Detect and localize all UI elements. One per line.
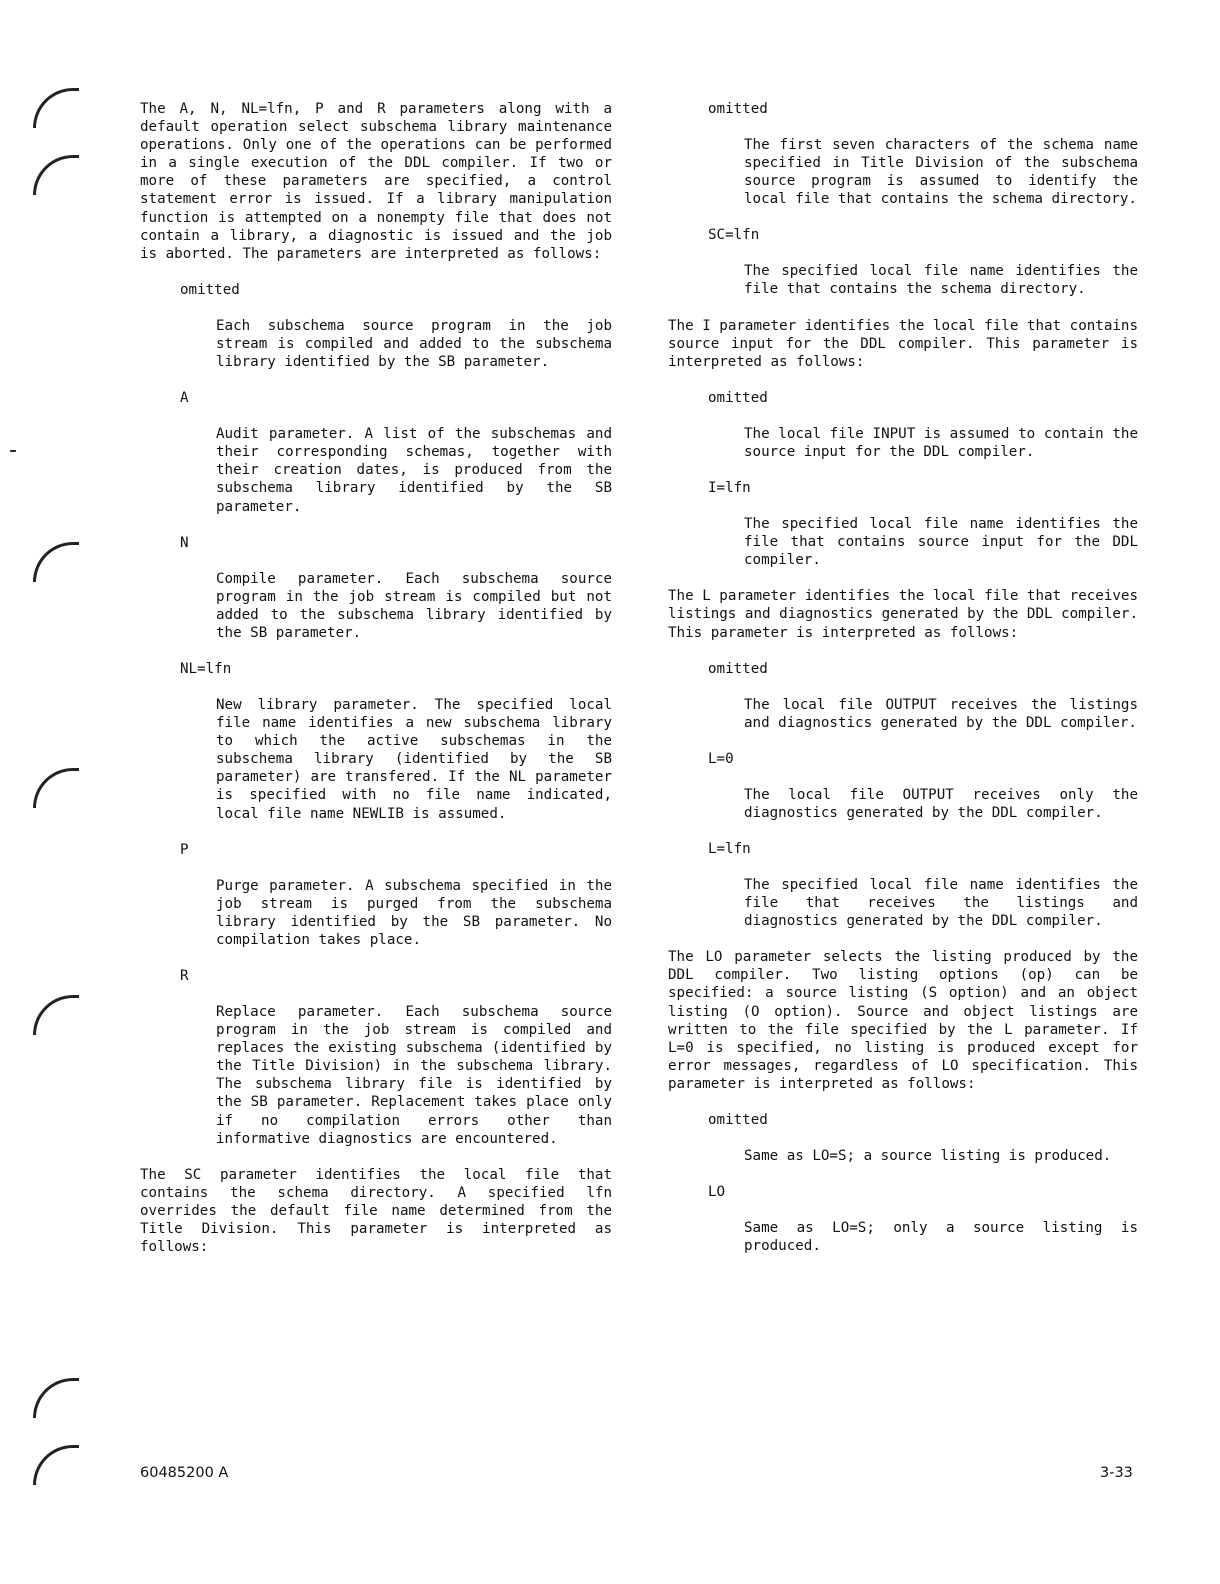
binder-hole-icon xyxy=(33,542,79,582)
lo-intro-paragraph: The LO parameter selects the listing produced by the DDL compiler. Two listing options (op) can be specified: a source listing (S option) and an object listing (O option). Source and object listings are written to the file specified by the L parameter. If L=0 is specified, no listing is produced except for error messages, regardless of LO specification. This parameter is interpreted as follows: xyxy=(668,949,1138,1092)
param-term: A xyxy=(180,390,189,407)
param-description: The specified local file name identifies the file that contains source input for the DDL compiler. xyxy=(744,516,1138,569)
param-description: The local file INPUT is assumed to contain the source input for the DDL compiler. xyxy=(744,425,1138,460)
intro-paragraph: The A, N, NL=lfn, P and R parameters along with a default operation select subschema library maintenance operations. Only one of the operations can be performed in a single execution of the DDL compiler. If two or more of these parameters are specified, a control statement error is issued. If a library manipulation function is attempted on a nonempty file that does not contain a library, a diagnostic is issued and the job is aborted. The parameters are interpreted as follows: xyxy=(140,101,612,262)
param-term: LO xyxy=(708,1184,726,1201)
param-description: Same as LO=S; only a source listing is produced. xyxy=(744,1220,1138,1255)
param-term: L=lfn xyxy=(708,840,751,857)
param-description: Same as LO=S; a source listing is produced. xyxy=(744,1148,1112,1164)
binder-hole-icon xyxy=(33,155,79,195)
param-term: P xyxy=(180,841,189,858)
param-term: omitted xyxy=(708,660,768,677)
param-description: The specified local file name identifies the file that contains the schema directory. xyxy=(744,263,1138,298)
param-term: omitted xyxy=(708,101,768,117)
param-description: The first seven characters of the schema name specified in Title Division of the subschema source program is assumed to identify the local file that contains the schema directory. xyxy=(744,137,1138,208)
sc-intro-paragraph: The SC parameter identifies the local file that contains the schema directory. A specified lfn overrides the default file name determined from the Title Division. This parameter is interpreted as follows: xyxy=(140,1166,612,1256)
param-term: L=0 xyxy=(708,750,734,767)
param-description: Each subschema source program in the job stream is compiled and added to the subschema library identified by the SB parameter. xyxy=(216,317,612,371)
page-number: 3-33 xyxy=(1100,1465,1133,1481)
param-description: The local file OUTPUT receives only the diagnostics generated by the DDL compiler. xyxy=(744,786,1138,821)
param-description: Compile parameter. Each subschema source program in the job stream is compiled but not added to the subschema library identified by the SB parameter. xyxy=(216,570,612,641)
param-description: Replace parameter. Each subschema source program in the job stream is compiled and replaces the existing subschema (identified by the Title Division) in the subschema library. The subschema library file is identified by the SB parameter. Replacement takes place only if no compilation errors other than informative diagnostics are encountered. xyxy=(216,1004,612,1147)
binder-hole-icon xyxy=(33,995,79,1035)
param-description: Purge parameter. A subschema specified in the job stream is purged from the subschema library identified by the SB parameter. No compilation takes place. xyxy=(216,877,612,948)
left-column xyxy=(140,100,612,1274)
binder-hole-icon xyxy=(33,1378,79,1418)
param-term: I=lfn xyxy=(708,480,751,497)
param-term: N xyxy=(180,534,189,551)
param-term: omitted xyxy=(708,1112,768,1128)
margin-mark xyxy=(10,450,16,452)
binder-hole-icon xyxy=(33,768,79,808)
param-description: Audit parameter. A list of the subschemas and their corresponding schemas, together with their creation dates, is produced from the subschema library identified by the SB parameter. xyxy=(216,426,612,515)
param-term: NL=lfn xyxy=(180,660,232,677)
l-intro-paragraph: The L parameter identifies the local file that receives listings and diagnostics generated by the DDL compiler. This parameter is interpreted as follows: xyxy=(668,588,1138,641)
param-term: omitted xyxy=(180,281,240,298)
binder-hole-icon xyxy=(33,1445,79,1485)
right-column xyxy=(668,100,1138,1273)
param-term: SC=lfn xyxy=(708,227,760,244)
i-intro-paragraph: The I parameter identifies the local file that contains source input for the DDL compiler. This parameter is interpreted as follows: xyxy=(668,317,1138,370)
param-term: R xyxy=(180,968,189,984)
param-description: New library parameter. The specified local file name identifies a new subschema library to which the active subschemas in the subschema library (identified by the SB parameter) are transfered. If the NL parameter is specified with no file name indicated, local file name NEWLIB is assumed. xyxy=(216,696,612,822)
binder-hole-icon xyxy=(33,88,79,128)
param-description: The local file OUTPUT receives the listings and diagnostics generated by the DDL compiler. xyxy=(744,696,1138,731)
document-number: 60485200 A xyxy=(140,1465,229,1481)
param-description: The specified local file name identifies the file that receives the listings and diagnostics generated by the DDL compiler. xyxy=(744,876,1138,930)
param-term: omitted xyxy=(708,389,768,406)
